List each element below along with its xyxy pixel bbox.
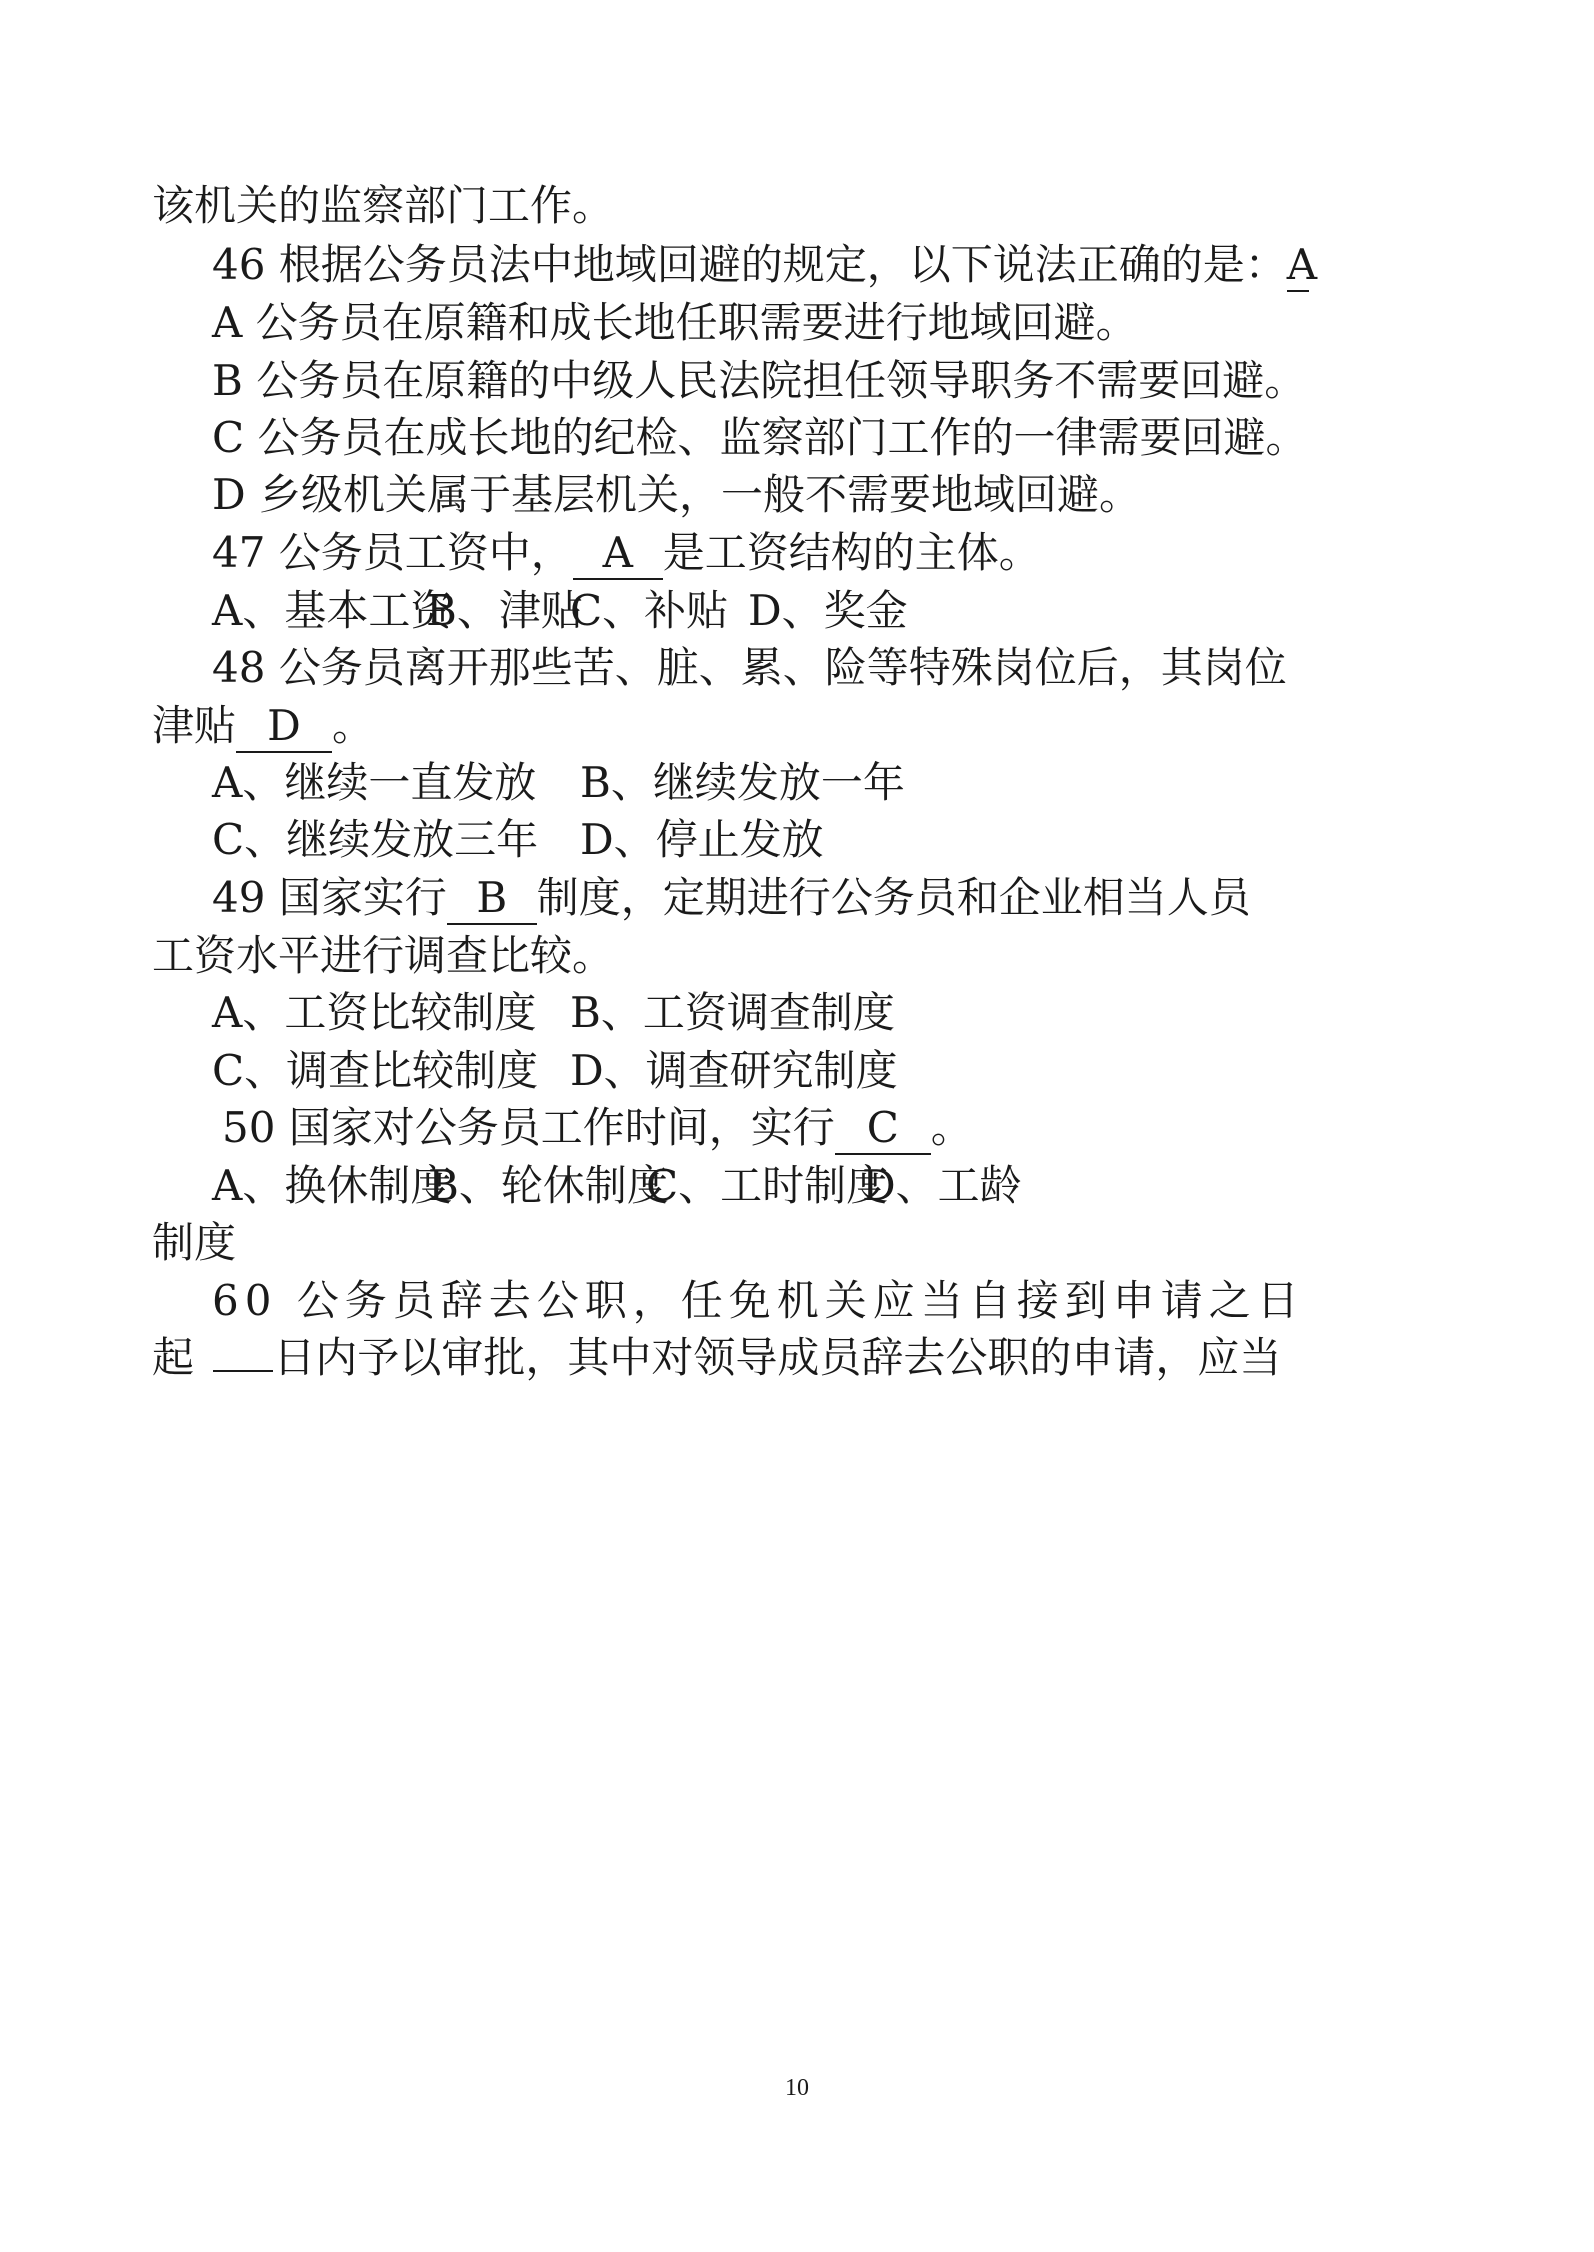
question-48-line2 [152, 698, 374, 754]
question-text: 49 国家实行 [212, 873, 447, 922]
question-text: 制度，定期进行公务员和企业相当人员 [536, 873, 1251, 922]
question-60-line2 [152, 1330, 1281, 1386]
option-c: C、补贴 [570, 586, 729, 635]
question-text: 46 根据公务员法中地域回避的规定，以下说法正确的是： [212, 240, 1287, 289]
answer-blank: A [1287, 240, 1309, 292]
option-c: C 公务员在成长地的纪检、监察部门工作的一律需要回避。 [212, 413, 1308, 462]
question-text: 47 公务员工资中， [212, 528, 573, 577]
question-text: 日内予以审批，其中对领导成员辞去公职的申请，应当 [273, 1333, 1282, 1382]
option-d: D、工龄 [862, 1161, 1022, 1210]
options-row [212, 812, 1412, 868]
option-b: B、津贴 [426, 586, 583, 635]
question-text: 起 [152, 1333, 195, 1382]
option-a: A、工资比较制度 [212, 988, 537, 1037]
question-text: 是工资结构的主体。 [662, 528, 1041, 577]
option-b: B、工资调查制度 [570, 988, 895, 1037]
option-a: A、基本工资 [212, 586, 453, 635]
option-d: D、奖金 [748, 586, 908, 635]
text-line: 该机关的监察部门工作。 [152, 181, 615, 230]
page-number: 10 [785, 2075, 809, 2101]
question-50 [222, 1100, 973, 1156]
options-row [212, 985, 1412, 1041]
option-a: A、换休制度 [212, 1161, 453, 1210]
option-c: C、继续发放三年 [212, 815, 539, 864]
option-c: C、工时制度 [646, 1161, 889, 1210]
question-49 [212, 870, 1251, 926]
question-text: 。 [930, 1103, 973, 1152]
options-row [212, 583, 1412, 639]
question-50-line2: 制度 [152, 1218, 237, 1267]
option-d: D、调查研究制度 [570, 1046, 898, 1095]
question-text: 。 [332, 701, 375, 750]
option-a: A、继续一直发放 [212, 758, 537, 807]
option-d: D、停止发放 [580, 815, 824, 864]
answer-blank [213, 1370, 273, 1372]
answer-blank: C [835, 1103, 931, 1155]
question-text: 50 国家对公务员工作时间，实行 [222, 1103, 835, 1152]
option-c: C、调查比较制度 [212, 1046, 539, 1095]
options-row [212, 1158, 1412, 1214]
answer-blank: D [236, 701, 332, 753]
answer-blank: A [573, 528, 663, 580]
option-d: D 乡级机关属于基层机关，一般不需要地域回避。 [212, 470, 1142, 519]
options-row [212, 1043, 1412, 1099]
option-b: B 公务员在原籍的中级人民法院担任领导职务不需要回避。 [212, 356, 1307, 405]
options-row [212, 755, 1412, 811]
question-text: 津贴 [152, 701, 237, 750]
option-b: B、继续发放一年 [580, 758, 905, 807]
option-b: B、轮休制度 [428, 1161, 669, 1210]
question-60: 60 公务员辞去公职，任免机关应当自接到申请之日 [212, 1276, 1305, 1325]
question-46 [212, 237, 1318, 293]
answer-blank: B [447, 873, 537, 925]
question-49-line2: 工资水平进行调查比较。 [152, 931, 615, 980]
question-47 [212, 525, 1041, 581]
option-a: A 公务员在原籍和成长地任职需要进行地域回避。 [212, 298, 1138, 347]
question-48: 48 公务员离开那些苦、脏、累、险等特殊岗位后，其岗位 [212, 643, 1287, 692]
